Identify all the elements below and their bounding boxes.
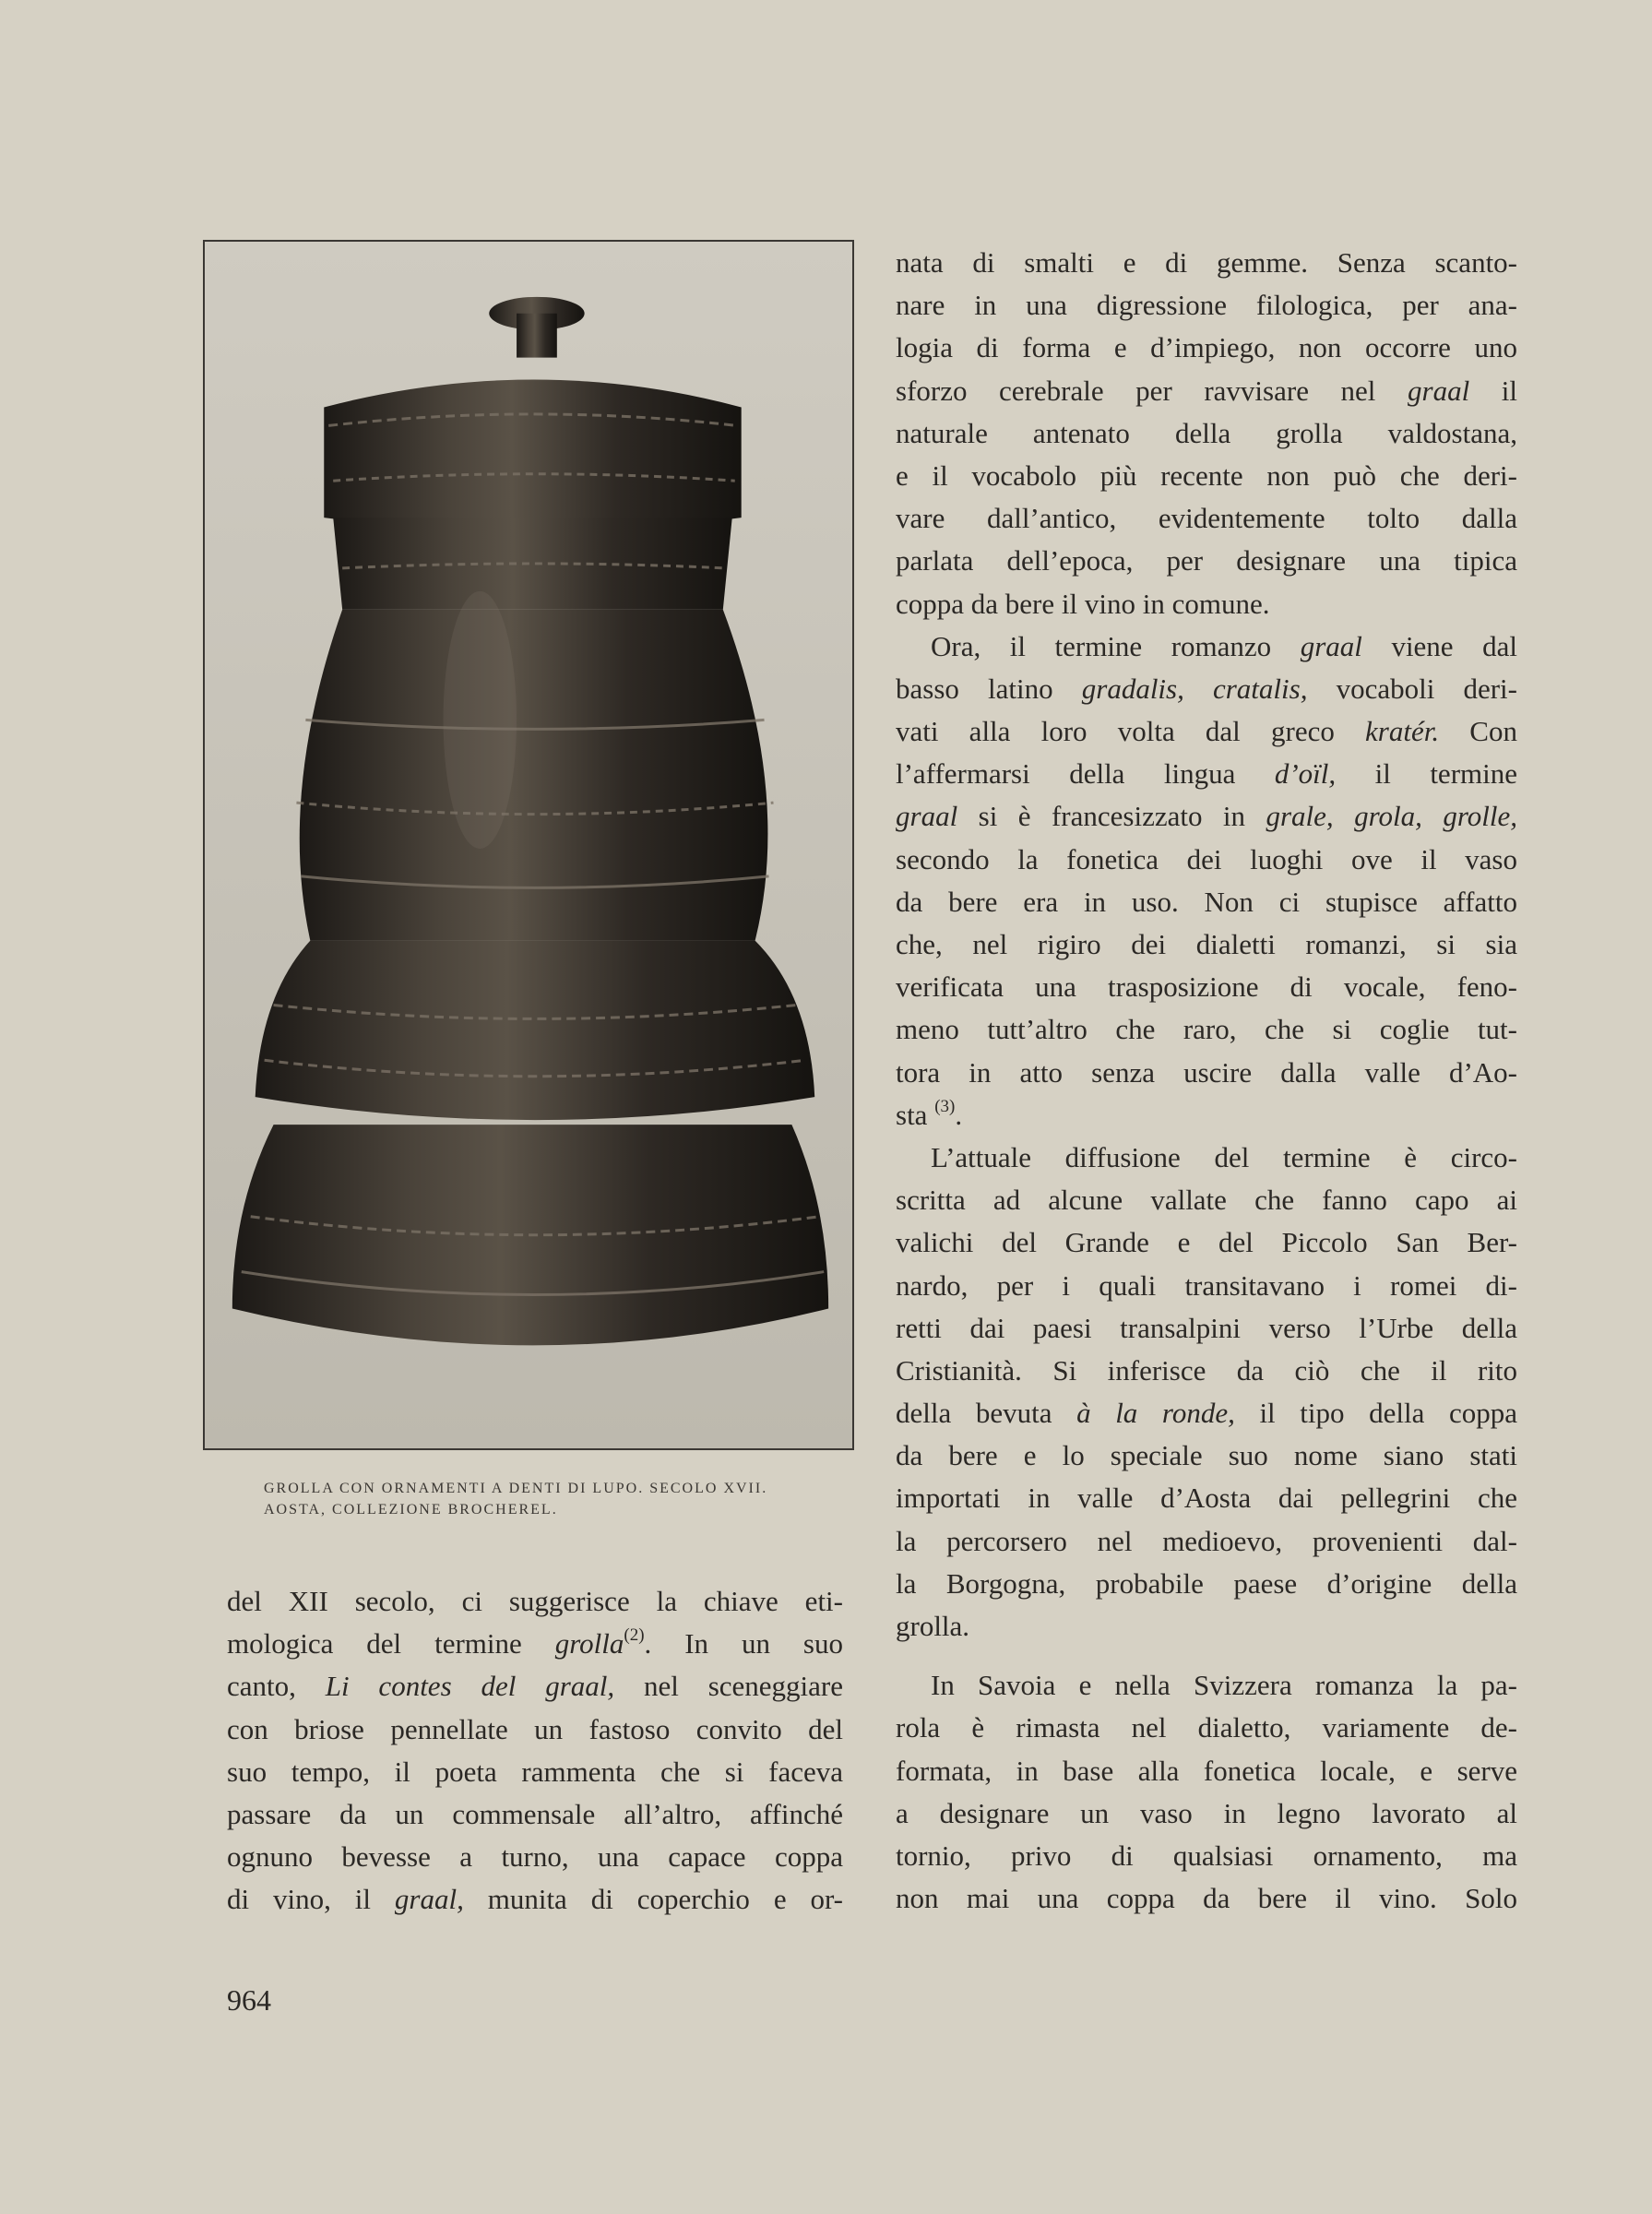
text-line xyxy=(896,1392,1517,1434)
text-run: che, nel rigiro dei dialetti romanzi, si sia xyxy=(896,928,1517,960)
figure-caption xyxy=(264,1478,836,1520)
text-run: della bevuta xyxy=(896,1397,1077,1430)
text-line xyxy=(896,1707,1517,1749)
text-line xyxy=(896,1877,1517,1920)
text-line xyxy=(896,583,1517,625)
text-run: con briose pennellate un fastoso convito del xyxy=(227,1712,843,1745)
text-run: parlata dell’epoca, per designare una tipica xyxy=(896,544,1517,577)
text-run: importati in valle d’Aosta dai pellegrini che xyxy=(896,1482,1517,1515)
text-run: sforzo cerebrale per ravvisare nel xyxy=(896,374,1408,407)
text-line xyxy=(896,242,1517,284)
text-line xyxy=(896,1008,1517,1051)
text-line xyxy=(896,1750,1517,1792)
text-line xyxy=(227,1665,843,1708)
text-run: non mai una coppa da bere il vino. Solo xyxy=(896,1882,1517,1915)
text-run: gradalis, cratalis, xyxy=(1081,672,1308,705)
grolla-illustration xyxy=(205,242,852,1448)
text-run: da bere e lo speciale suo nome siano stati xyxy=(896,1439,1517,1472)
text-line xyxy=(896,1137,1517,1179)
text-run: munita di coperchio e or- xyxy=(463,1883,844,1916)
text-run: l’affermarsi della lingua xyxy=(896,757,1275,791)
text-line xyxy=(896,540,1517,582)
text-run: del XII secolo, ci suggerisce la chiave eti- xyxy=(227,1585,843,1617)
caption-line: GROLLA CON ORNAMENTI A DENTI DI LUPO. SECOLO XVII. xyxy=(264,1481,768,1496)
text-line xyxy=(896,412,1517,455)
text-run: vati alla loro volta dal greco xyxy=(896,715,1366,748)
text-run: naturale antenato della grolla valdostana, xyxy=(896,416,1517,449)
text-run: Con xyxy=(1439,715,1517,748)
text-run: In Savoia e nella Svizzera romanza la pa- xyxy=(931,1669,1517,1702)
text-run: tornio, privo di qualsiasi ornamento, ma xyxy=(896,1839,1517,1872)
text-line xyxy=(896,839,1517,881)
text-line xyxy=(896,966,1517,1008)
text-run: a designare un vaso in legno lavorato al xyxy=(896,1796,1517,1829)
text-run: vare dall’antico, evidentemente tolto dalla xyxy=(896,502,1517,535)
paragraph-gap xyxy=(896,1648,1517,1664)
text-line xyxy=(896,327,1517,369)
text-run: ognuno bevesse a turno, una capace coppa xyxy=(227,1840,843,1874)
text-run: grolla xyxy=(554,1627,624,1660)
text-run: canto, xyxy=(227,1670,326,1703)
text-line xyxy=(896,1477,1517,1519)
text-line xyxy=(896,1520,1517,1563)
text-run: coppa da bere il vino in comune. xyxy=(896,587,1270,620)
text-line xyxy=(896,625,1517,668)
text-run: passare da un commensale all’altro, affinché xyxy=(227,1797,843,1830)
text-run: rola è rimasta nel dialetto, variamente de- xyxy=(896,1711,1517,1744)
text-run: grale, grola, grolle, xyxy=(1266,800,1517,833)
text-line xyxy=(227,1580,843,1623)
text-run: mologica del termine xyxy=(227,1627,555,1660)
text-run: si è francesizzato in xyxy=(957,800,1266,833)
text-run: la percorsero nel medioevo, provenienti dal- xyxy=(896,1524,1517,1557)
left-column-text xyxy=(227,1580,843,1922)
text-line xyxy=(896,1052,1517,1094)
text-line xyxy=(896,923,1517,966)
text-run: nata di smalti e di gemme. Senza scanto- xyxy=(896,246,1517,279)
caption-line: AOSTA, COLLEZIONE BROCHEREL. xyxy=(264,1502,558,1518)
text-run: verificata una trasposizione di vocale, feno- xyxy=(896,970,1517,1004)
text-line xyxy=(227,1878,843,1921)
text-line xyxy=(896,1094,1517,1137)
text-run: à la ronde, xyxy=(1076,1397,1235,1430)
text-run: la Borgogna, probabile paese d’origine della xyxy=(896,1566,1517,1600)
text-run: suo tempo, il poeta rammenta che si faceva xyxy=(227,1755,843,1788)
text-run: graal xyxy=(1300,629,1362,662)
text-run: valichi del Grande e del Piccolo San Ber- xyxy=(896,1226,1517,1259)
text-run: logia di forma e d’impiego, non occorre uno xyxy=(896,331,1517,364)
text-run: Cristianità. Si inferisce da ciò che il rito xyxy=(896,1353,1517,1387)
text-line xyxy=(896,1179,1517,1221)
text-line xyxy=(896,455,1517,497)
text-run: graal xyxy=(1408,374,1470,407)
text-run: secondo la fonetica dei luoghi ove il vaso xyxy=(896,842,1517,875)
text-run: basso latino xyxy=(896,672,1082,705)
text-run: nel sceneggiare xyxy=(614,1670,843,1703)
text-run: nare in una digressione filologica, per ana- xyxy=(896,289,1517,322)
text-line xyxy=(896,795,1517,838)
text-line xyxy=(896,1835,1517,1877)
text-run: L’attuale diffusione del termine è circo- xyxy=(931,1140,1517,1173)
text-run: formata, in base alla fonetica locale, e serve xyxy=(896,1754,1517,1787)
text-line xyxy=(227,1623,843,1665)
page-number: 964 xyxy=(227,1983,271,2017)
text-line xyxy=(227,1751,843,1793)
footnote-ref: (2) xyxy=(624,1625,645,1646)
text-run: il xyxy=(1469,374,1517,407)
text-run: . xyxy=(955,1098,963,1131)
text-line xyxy=(896,497,1517,540)
text-run: kratér. xyxy=(1365,715,1440,748)
text-line xyxy=(896,284,1517,327)
text-line xyxy=(896,1221,1517,1264)
text-line xyxy=(896,881,1517,923)
text-line xyxy=(896,1265,1517,1307)
text-run: graal, xyxy=(394,1883,464,1916)
text-run: Li contes del graal, xyxy=(325,1670,615,1703)
text-run: da bere era in uso. Non ci stupisce affatto xyxy=(896,885,1517,918)
text-run: graal xyxy=(896,800,958,833)
text-run: vocaboli deri- xyxy=(1307,672,1517,705)
text-run: il tipo della coppa xyxy=(1234,1397,1517,1430)
text-run: d’oïl, xyxy=(1274,757,1337,791)
text-line xyxy=(896,710,1517,753)
text-run: nardo, per i quali transitavano i romei di- xyxy=(896,1268,1517,1302)
text-line xyxy=(896,668,1517,710)
text-line xyxy=(896,1792,1517,1835)
footnote-ref: (3) xyxy=(934,1096,956,1116)
text-run: e il vocabolo più recente non può che deri- xyxy=(896,458,1517,492)
text-run: viene dal xyxy=(1361,629,1517,662)
text-line xyxy=(896,1563,1517,1605)
text-line xyxy=(896,1664,1517,1707)
text-line xyxy=(896,1434,1517,1477)
text-run: sta xyxy=(896,1098,935,1131)
text-run: . In un suo xyxy=(644,1627,843,1660)
text-line xyxy=(896,370,1517,412)
text-line xyxy=(227,1836,843,1878)
text-line xyxy=(227,1708,843,1751)
text-line xyxy=(896,1307,1517,1350)
text-run: di vino, il xyxy=(227,1883,395,1916)
text-run: tora in atto senza uscire dalla valle d’Ao- xyxy=(896,1055,1517,1089)
text-run: Ora, il termine romanzo xyxy=(931,629,1301,662)
right-column-text xyxy=(896,242,1517,1920)
text-line xyxy=(896,1605,1517,1648)
text-line xyxy=(227,1793,843,1836)
text-line xyxy=(896,753,1517,795)
text-run: retti dai paesi transalpini verso l’Urbe della xyxy=(896,1311,1517,1344)
text-run: grolla. xyxy=(896,1610,970,1642)
text-run: scritta ad alcune vallate che fanno capo ai xyxy=(896,1184,1517,1217)
text-line xyxy=(896,1350,1517,1392)
text-run: il termine xyxy=(1336,757,1518,791)
text-run: meno tutt’altro che raro, che si coglie tut- xyxy=(896,1013,1517,1046)
figure-photo xyxy=(203,240,854,1450)
